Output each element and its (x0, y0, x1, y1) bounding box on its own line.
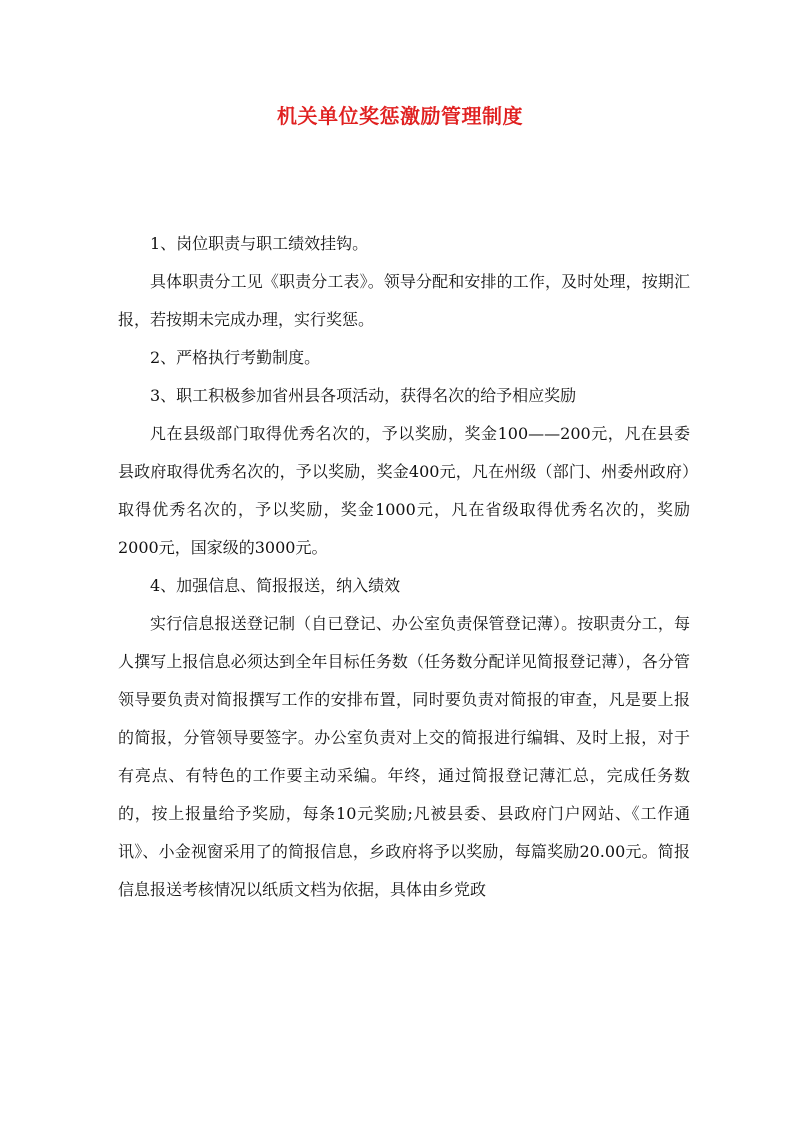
paragraph-duty-assignment: 具体职责分工见《职责分工表》。领导分配和安排的工作，及时处理，按期汇报，若按期未完成办理，实行奖惩。 (118, 272, 690, 329)
paragraph-item-3: 3、职工积极参加省州县各项活动，获得名次的给予相应奖励 (150, 386, 577, 405)
document-body (118, 225, 690, 909)
paragraph-item-1: 1、岗位职责与职工绩效挂钩。 (150, 234, 369, 253)
paragraph-report-registration: 实行信息报送登记制（自已登记、办公室负责保管登记薄）。按职责分工，每人撰写上报信息必须达到全年目标任务数（任务数分配详见简报登记薄），各分管领导要负责对简报撰写工作的安排布置，同时要负责对简报的审查，凡是要上报的简报，分管领导要签字。办公室负责对上交的简报进行编辑、及时上报，对于有亮点、有特色的工作要主动采编。年终，通过简报登记薄汇总，完成任务数的，按上报量给予奖励，每条10元奖励;凡被县委、县政府门户网站、《工作通讯》、小金视窗采用了的简报信息，乡政府将予以奖励，每篇奖励20.00元。简报信息报送考核情况以纸质文档为依据，具体由乡党政 (118, 614, 690, 899)
paragraph-item-2: 2、严格执行考勤制度。 (150, 348, 321, 367)
document-title: 机关单位奖惩激励管理制度 (277, 104, 523, 128)
paragraph-item-4: 4、加强信息、简报报送，纳入绩效 (150, 576, 401, 595)
paragraph-award-amounts: 凡在县级部门取得优秀名次的，予以奖励，奖金100——200元，凡在县委县政府取得优秀名次的，予以奖励，奖金400元，凡在州级（部门、州委州政府）取得优秀名次的，予以奖励，奖金1000元，凡在省级取得优秀名次的，奖励2000元，国家级的3000元。 (118, 424, 690, 557)
